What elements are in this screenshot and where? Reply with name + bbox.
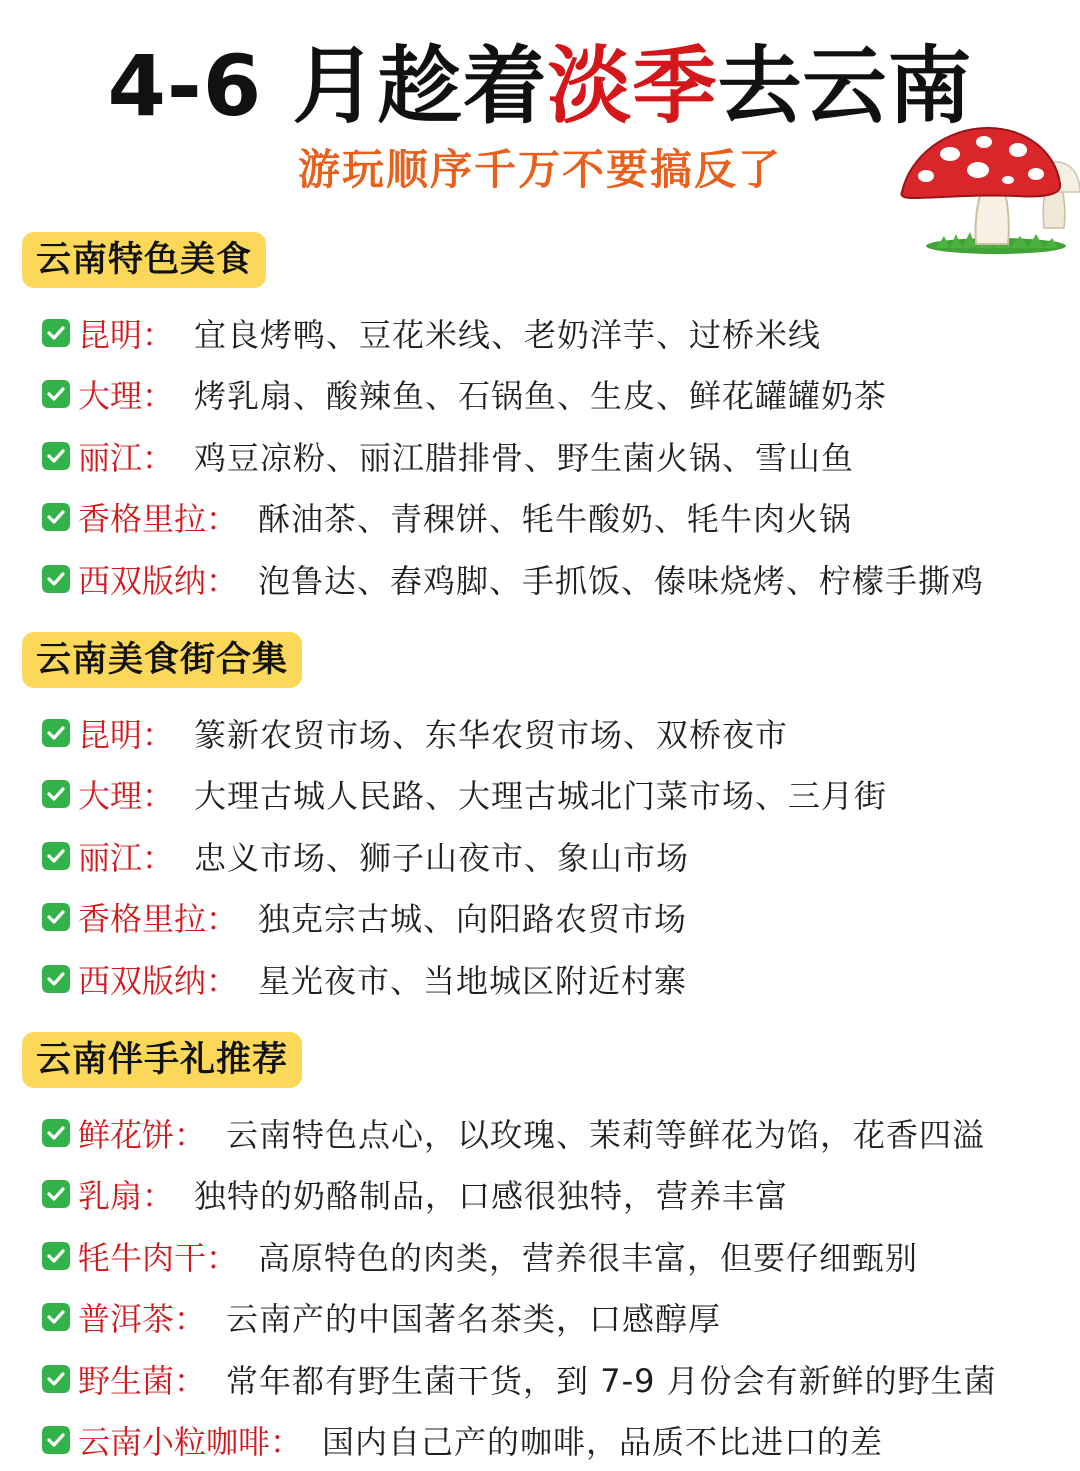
list-item [22,425,1060,487]
check-icon [42,719,70,747]
check-icon [42,380,70,408]
item-colon: ： [142,310,174,356]
item-desc: 独克宗古城、向阳路农贸市场 [258,894,687,940]
list-item [22,1410,1060,1471]
list-item [22,302,1060,364]
list-item [22,487,1060,549]
section-food [22,232,1060,610]
item-name: 西双版纳 [78,556,206,602]
item-name: 昆明 [78,710,142,756]
item-colon: ： [206,556,238,602]
item-desc: 烤乳扇、酸辣鱼、石锅鱼、生皮、鲜花罐罐奶茶 [194,371,887,417]
item-desc: 云南产的中国著名茶类，口感醇厚 [226,1294,721,1340]
item-desc: 宜良烤鸭、豆花米线、老奶洋芋、过桥米线 [194,310,821,356]
item-colon: ： [142,771,174,817]
list-item [22,1287,1060,1349]
list-item [22,1102,1060,1164]
item-name: 云南小粒咖啡 [78,1417,270,1463]
check-icon [42,1365,70,1393]
list-item [22,364,1060,426]
list-item [22,825,1060,887]
page-subtitle: 游玩顺序千万不要搞反了 [0,140,1080,200]
item-name: 乳扇 [78,1171,142,1217]
item-desc: 篆新农贸市场、东华农贸市场、双桥夜市 [194,710,788,756]
check-icon [42,503,70,531]
item-desc: 泡鲁达、舂鸡脚、手抓饭、傣味烧烤、柠檬手撕鸡 [258,556,984,602]
item-name: 牦牛肉干 [78,1233,206,1279]
item-colon: ： [142,433,174,479]
list-item [22,764,1060,826]
item-colon: ： [270,1417,302,1463]
title-highlight: 淡季 [547,37,717,135]
list-item [22,702,1060,764]
item-desc: 独特的奶酪制品，口感很独特，营养丰富 [194,1171,788,1217]
item-colon: ： [206,494,238,540]
item-name: 昆明 [78,310,142,356]
list-item [22,548,1060,610]
item-colon: ： [174,1110,206,1156]
item-name: 野生菌 [78,1356,174,1402]
item-desc: 鸡豆凉粉、丽江腊排骨、野生菌火锅、雪山鱼 [194,433,854,479]
item-colon: ： [206,894,238,940]
item-colon: ： [174,1356,206,1402]
check-icon [42,903,70,931]
check-icon [42,565,70,593]
item-name: 丽江 [78,833,142,879]
section-title: 云南特色美食 [22,232,266,288]
item-name: 鲜花饼 [78,1110,174,1156]
item-desc: 常年都有野生菌干货，到 7-9 月份会有新鲜的野生菌 [226,1356,997,1402]
section-title: 云南伴手礼推荐 [22,1032,302,1088]
check-icon [42,842,70,870]
item-desc: 云南特色点心，以玫瑰、茉莉等鲜花为馅，花香四溢 [226,1110,985,1156]
item-colon: ： [206,1233,238,1279]
check-icon [42,1426,70,1454]
check-icon [42,1242,70,1270]
check-icon [42,965,70,993]
list-item [22,1225,1060,1287]
item-desc: 国内自己产的咖啡，品质不比进口的差 [322,1417,883,1463]
check-icon [42,780,70,808]
list-item [22,887,1060,949]
item-name: 香格里拉 [78,894,206,940]
item-desc: 忠义市场、狮子山夜市、象山市场 [194,833,689,879]
item-colon: ： [206,956,238,1002]
item-name: 大理 [78,371,142,417]
item-desc: 大理古城人民路、大理古城北门菜市场、三月街 [194,771,887,817]
item-name: 普洱茶 [78,1294,174,1340]
item-name: 香格里拉 [78,494,206,540]
check-icon [42,1119,70,1147]
item-name: 西双版纳 [78,956,206,1002]
item-desc: 星光夜市、当地城区附近村寨 [258,956,687,1002]
list-item [22,1164,1060,1226]
check-icon [42,1180,70,1208]
section-title: 云南美食街合集 [22,632,302,688]
check-icon [42,442,70,470]
item-colon: ： [142,1171,174,1217]
item-colon: ： [142,833,174,879]
title-prefix: 4-6 月趁着 [107,37,547,135]
list-item [22,1348,1060,1410]
item-name: 大理 [78,771,142,817]
check-icon [42,319,70,347]
item-desc: 高原特色的肉类，营养很丰富，但要仔细甄别 [258,1233,918,1279]
check-icon [42,1303,70,1331]
section-souvenirs [22,1032,1060,1471]
item-name: 丽江 [78,433,142,479]
section-food-streets [22,632,1060,1010]
title-suffix: 去云南 [718,37,973,135]
item-colon: ： [142,710,174,756]
item-desc: 酥油茶、青稞饼、牦牛酸奶、牦牛肉火锅 [258,494,852,540]
item-colon: ： [142,371,174,417]
item-colon: ： [174,1294,206,1340]
list-item [22,948,1060,1010]
